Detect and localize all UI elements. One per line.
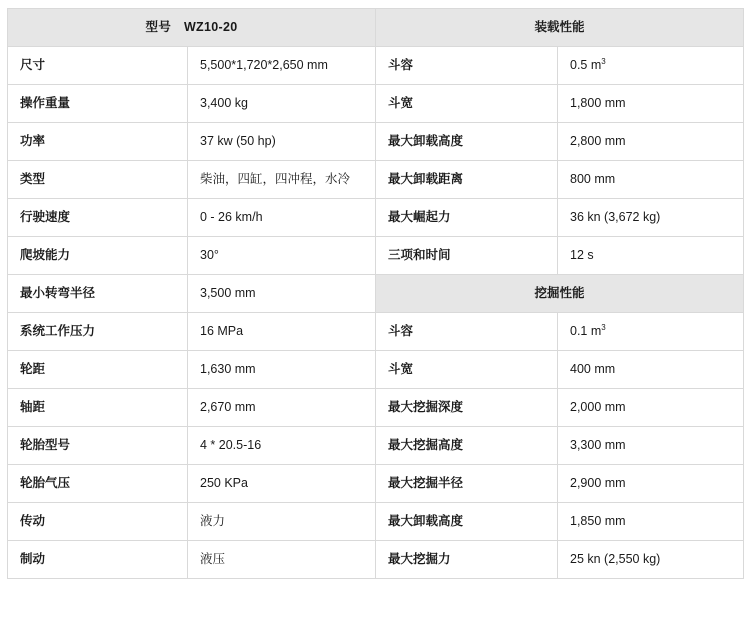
row-label: 功率 (8, 123, 188, 161)
row-label: 轮胎型号 (8, 427, 188, 465)
table-row (8, 85, 744, 123)
table-row (8, 47, 744, 85)
row-value-text: 800 mm (570, 172, 616, 187)
row-label: 斗容 (376, 47, 558, 85)
row-value (558, 161, 744, 199)
row-value (558, 465, 744, 503)
row-label: 轮胎气压 (8, 465, 188, 503)
table-row (8, 427, 744, 465)
row-value-superscript: 3 (601, 57, 606, 67)
specifications-table (7, 8, 744, 579)
table-row (8, 351, 744, 389)
row-label: 制动 (8, 541, 188, 579)
row-label: 最大卸载高度 (376, 123, 558, 161)
row-value: 2,670 mm (188, 389, 376, 427)
row-value-text: 2,900 mm (570, 476, 626, 491)
row-value-text: 3,300 mm (570, 438, 626, 453)
model-header: 型号 WZ10-20 (8, 9, 376, 47)
row-label: 斗宽 (376, 85, 558, 123)
table-row (8, 161, 744, 199)
table-row (8, 199, 744, 237)
row-value (558, 85, 744, 123)
row-value (558, 123, 744, 161)
row-value-text: 400 mm (570, 362, 616, 377)
row-label: 尺寸 (8, 47, 188, 85)
row-label: 行驶速度 (8, 199, 188, 237)
row-value (558, 503, 744, 541)
row-value: 液压 (188, 541, 376, 579)
table-row (8, 389, 744, 427)
row-label: 轴距 (8, 389, 188, 427)
row-value: 3,400 kg (188, 85, 376, 123)
row-value (558, 389, 744, 427)
row-value: 250 KPa (188, 465, 376, 503)
row-value-text: 2,000 mm (570, 400, 626, 415)
row-value (558, 47, 744, 85)
table-row (8, 275, 744, 313)
row-label: 最小转弯半径 (8, 275, 188, 313)
row-label: 最大挖掘高度 (376, 427, 558, 465)
row-value: 柴油，四缸，四冲程，水冷 (188, 161, 376, 199)
table-row (8, 541, 744, 579)
row-label: 最大挖掘半径 (376, 465, 558, 503)
row-label: 斗容 (376, 313, 558, 351)
row-value: 4 * 20.5-16 (188, 427, 376, 465)
row-value (558, 427, 744, 465)
row-value-text: 0.1 m (570, 324, 602, 339)
row-value (558, 313, 744, 351)
row-value (558, 351, 744, 389)
table-row (8, 465, 744, 503)
row-label: 斗宽 (376, 351, 558, 389)
row-value: 30° (188, 237, 376, 275)
row-value-text: 1,800 mm (570, 96, 626, 111)
row-label: 最大挖掘力 (376, 541, 558, 579)
row-value-text: 1,850 mm (570, 514, 626, 529)
loading-performance-header: 装载性能 (376, 9, 744, 47)
row-label: 类型 (8, 161, 188, 199)
row-value (558, 541, 744, 579)
row-label: 操作重量 (8, 85, 188, 123)
row-value-text: 12 s (570, 248, 594, 263)
row-value-text: 36 kn (3,672 kg) (570, 210, 661, 225)
digging-performance-header: 挖掘性能 (376, 275, 744, 313)
row-label: 最大崛起力 (376, 199, 558, 237)
row-value: 3,500 mm (188, 275, 376, 313)
row-value-text: 25 kn (2,550 kg) (570, 552, 661, 567)
row-label: 最大卸载高度 (376, 503, 558, 541)
row-value: 1,630 mm (188, 351, 376, 389)
row-value: 5,500*1,720*2,650 mm (188, 47, 376, 85)
row-value (558, 199, 744, 237)
row-value: 液力 (188, 503, 376, 541)
row-label: 最大挖掘深度 (376, 389, 558, 427)
row-label: 爬坡能力 (8, 237, 188, 275)
table-row (8, 237, 744, 275)
row-value-text: 2,800 mm (570, 134, 626, 149)
table-row (8, 123, 744, 161)
table-row (8, 313, 744, 351)
row-label: 三项和时间 (376, 237, 558, 275)
row-value (558, 237, 744, 275)
row-label: 最大卸载距离 (376, 161, 558, 199)
row-label: 系统工作压力 (8, 313, 188, 351)
table-row (8, 503, 744, 541)
row-value: 37 kw (50 hp) (188, 123, 376, 161)
row-label: 传动 (8, 503, 188, 541)
row-label: 轮距 (8, 351, 188, 389)
row-value-superscript: 3 (601, 323, 606, 333)
row-value: 16 MPa (188, 313, 376, 351)
row-value-text: 0.5 m (570, 58, 602, 73)
row-value: 0 - 26 km/h (188, 199, 376, 237)
table-row (8, 9, 744, 47)
